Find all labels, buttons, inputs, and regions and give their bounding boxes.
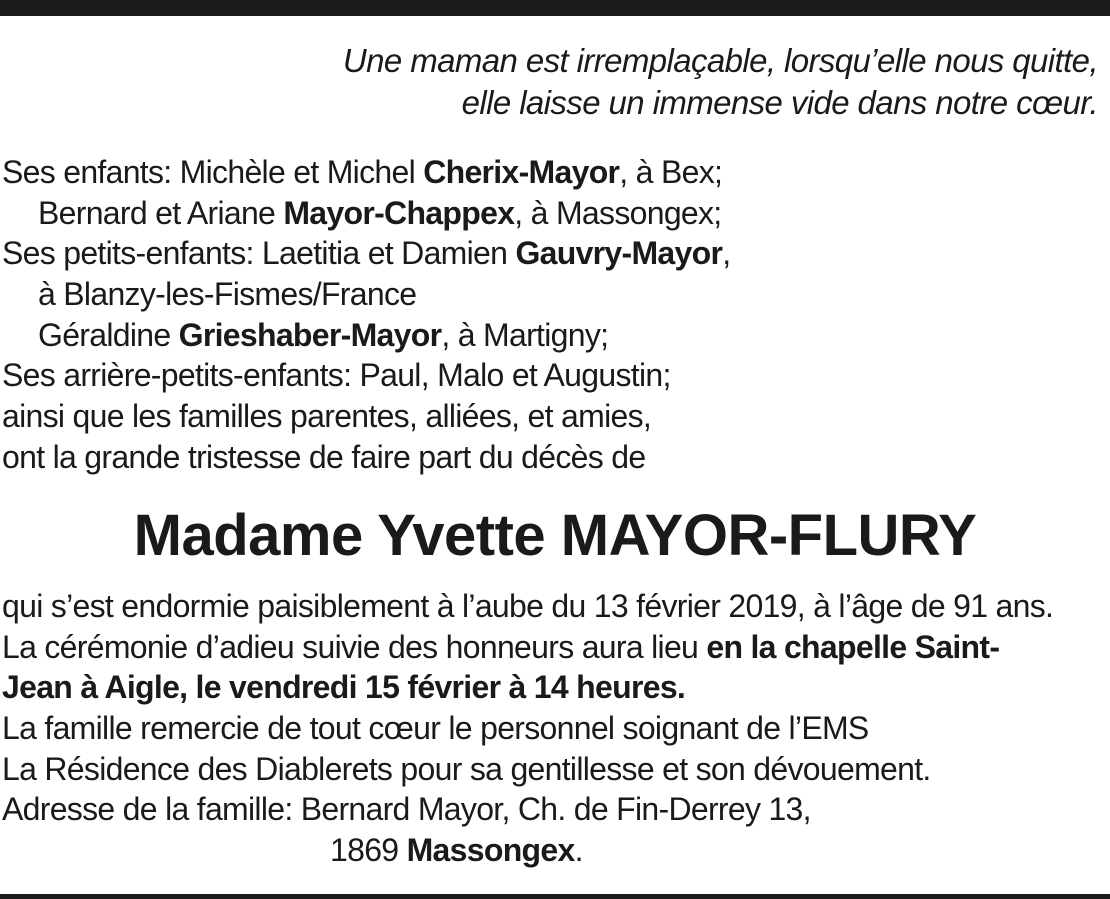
children-line-1: Ses enfants: Michèle et Michel Cherix-Mayor, à Bex;: [2, 154, 723, 190]
announcement-line: ont la grande tristesse de faire part du décès de: [2, 438, 646, 475]
top-border-rule: [0, 0, 1110, 16]
deceased-name-heading: Madame Yvette MAYOR-FLURY: [133, 503, 977, 568]
ceremony-line-1: La cérémonie d’adieu suivie des honneurs aura lieu en la chapelle Saint-: [2, 628, 1000, 665]
thanks-line-2: La Résidence des Diablerets pour sa gentillesse et son dévouement.: [2, 750, 931, 787]
children-line-2: Bernard et Ariane Mayor-Chappex, à Massongex;: [38, 194, 722, 231]
quote-line-1: Une maman est irremplaçable, lorsqu’elle nous quitte,: [342, 42, 1098, 79]
grandchildren-line-1: Ses petits-enfants: Laetitia et Damien Gauvry-Mayor,: [2, 235, 731, 272]
thanks-line-1: La famille remercie de tout cœur le personnel soignant de l’EMS: [2, 710, 869, 747]
address-city: Massongex: [406, 832, 575, 869]
details-section: [2, 586, 1053, 871]
grandchildren-line-2: Géraldine Grieshaber-Mayor, à Martigny;: [38, 316, 609, 353]
address-line-1: Adresse de la famille: Bernard Mayor, Ch. de Fin-Derrey 13,: [2, 791, 811, 828]
ceremony-line-2: Jean à Aigle, le vendredi 15 février à 14 heures.: [2, 669, 686, 706]
family-name-gauvry-mayor: Gauvry-Mayor: [515, 235, 723, 272]
relatives-line: ainsi que les familles parentes, alliées, et amies,: [2, 398, 652, 435]
family-name-cherix-mayor: Cherix-Mayor: [423, 154, 620, 190]
address-line-2: 1869 Massongex.: [330, 832, 583, 869]
grandchildren-location-line: à Blanzy-les-Fismes/France: [38, 276, 417, 313]
bottom-border-rule: [0, 894, 1110, 899]
family-name-grieshaber-mayor: Grieshaber-Mayor: [178, 316, 442, 353]
death-line: qui s’est endormie paisiblement à l’aube du 13 février 2019, à l’âge de 91 ans.: [2, 588, 1054, 624]
family-name-mayor-chappex: Mayor-Chappex: [283, 194, 515, 231]
epigraph-quote: [98, 40, 1098, 124]
quote-line-2: elle laisse un immense vide dans notre cœur.: [461, 84, 1098, 121]
ceremony-place-part-1: en la chapelle Saint-: [706, 628, 1000, 665]
family-list: [2, 152, 730, 478]
great-grandchildren-line: Ses arrière-petits-enfants: Paul, Malo et Augustin;: [2, 357, 671, 394]
